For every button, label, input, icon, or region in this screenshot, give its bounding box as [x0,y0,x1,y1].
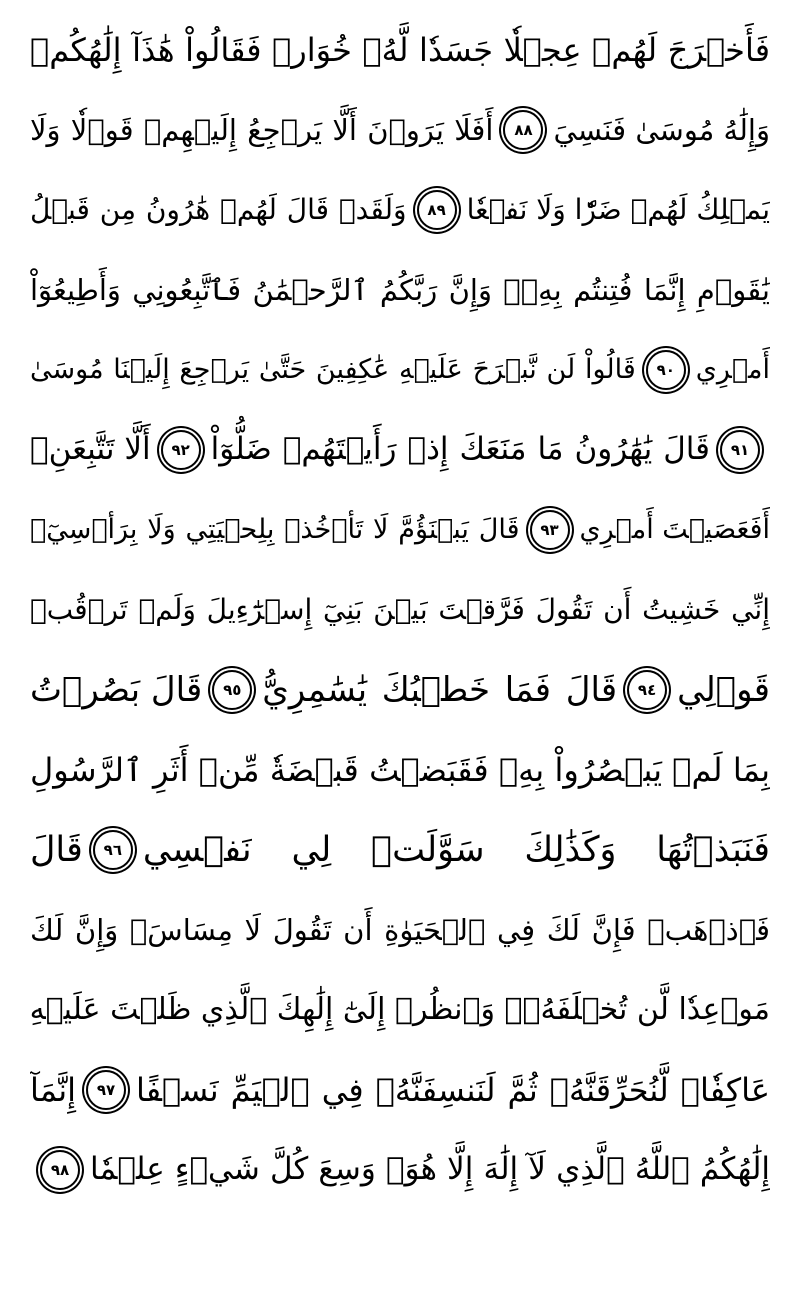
ayah-number-marker: ٨٨ [503,110,543,150]
verse-text: إِنَّمَآ [30,1070,77,1109]
ayah-number-marker: ٩١ [720,430,760,470]
ayah-number-marker: ٩٣ [530,510,570,550]
text-line-12 [30,890,770,970]
verse-text: أَفَلَا يَرَوۡنَ أَلَّا يَرۡجِعُ إِلَيۡهِمۡ قَوۡلٗا وَلَا [30,112,494,147]
ayah-number-marker: ٩٥ [212,670,252,710]
verse-text: أَفَعَصَيۡتَ أَمۡرِي [579,513,770,545]
text-line-14 [30,1050,770,1130]
ayah-number-marker: ٩٠ [646,350,686,390]
text-line-5 [30,330,770,410]
verse-text: يَٰقَوۡمِ إِنَّمَا فُتِنتُم بِهِۦۖ وَإِنَّ رَبَّكُمُ ٱلرَّحۡمَٰنُ فَٱتَّبِعُونِي وَأَطِيعُوٓاْ [30,272,770,307]
verse-text: قَالَ بَصُرۡتُ [30,669,203,710]
text-line-4 [30,250,770,330]
ayah-number-marker: ٩٤ [627,670,667,710]
verse-text: وَإِلَٰهُ مُوسَىٰ فَنَسِيَ [553,112,770,147]
text-line-6 [30,410,770,490]
verse-text: أَلَّا تَتَّبِعَنِۖ [30,431,151,468]
verse-text: قَالَ [30,830,83,870]
verse-text: فَنَبَذۡتُهَا وَكَذَٰلِكَ سَوَّلَتۡ لِي نَفۡسِي [142,830,770,870]
verse-text: إِنِّي خَشِيتُ أَن تَقُولَ فَرَّقۡتَ بَيۡنَ بَنِيٓ إِسۡرَٰٓءِيلَ وَلَمۡ تَرۡقُبۡ [30,593,770,627]
quran-text-block [30,10,770,1210]
verse-text: قَالَ يَبۡنَؤُمَّ لَا تَأۡخُذۡ بِلِحۡيَتِي وَلَا بِرَأۡسِيٓۖ [30,513,520,545]
text-line-15 [30,1130,770,1210]
verse-text: فَٱذۡهَبۡ فَإِنَّ لَكَ فِي ٱلۡحَيَوٰةِ أَن تَقُولَ لَا مِسَاسَۖ وَإِنَّ لَكَ [30,912,770,947]
text-line-10 [30,730,770,810]
verse-text: وَلَقَدۡ قَالَ لَهُمۡ هَٰرُونُ مِن قَبۡلُ [30,193,407,227]
verse-text: بِمَا لَمۡ يَبۡصُرُواْ بِهِۦ فَقَبَضۡتُ قَبۡضَةٗ مِّنۡ أَثَرِ ٱلرَّسُولِ [30,750,770,789]
verse-text: أَمۡرِي [695,353,770,385]
text-line-11 [30,810,770,890]
text-line-1 [30,10,770,90]
ayah-number-marker: ٩٨ [40,1150,80,1190]
verse-text: عَاكِفٗاۖ لَّنُحَرِّقَنَّهُۥ ثُمَّ لَنَنسِفَنَّهُۥ فِي ٱلۡيَمِّ نَسۡفًا [136,1070,770,1109]
verse-text: قَالَ فَمَا خَطۡبُكَ يَٰسَٰمِرِيُّ [262,669,618,710]
text-line-8 [30,570,770,650]
text-line-9 [30,650,770,730]
ayah-number-marker: ٩٢ [161,430,201,470]
ayah-number-marker: ٩٧ [86,1070,126,1110]
verse-text: فَأَخۡرَجَ لَهُمۡ عِجۡلٗا جَسَدٗا لَّهُۥ خُوَارٞ فَقَالُواْ هَٰذَآ إِلَٰهُكُمۡ [30,30,770,69]
verse-text: إِلَٰهُكُمُ ٱللَّهُ ٱلَّذِي لَآ إِلَٰهَ إِلَّا هُوَۚ وَسِعَ كُلَّ شَيۡءٍ عِلۡمٗا [90,1151,770,1188]
text-line-2 [30,90,770,170]
verse-text: قَالُواْ لَن نَّبۡرَحَ عَلَيۡهِ عَٰكِفِينَ حَتَّىٰ يَرۡجِعَ إِلَيۡنَا مُوسَىٰ [30,353,636,385]
verse-text: قَوۡلِي [677,669,770,710]
text-line-3 [30,170,770,250]
text-line-7 [30,490,770,570]
text-line-13 [30,970,770,1050]
ayah-number-marker: ٨٩ [417,190,457,230]
verse-text: مَوۡعِدٗا لَّن تُخۡلَفَهُۥۖ وَٱنظُرۡ إِلَىٰٓ إِلَٰهِكَ ٱلَّذِي ظَلۡتَ عَلَيۡهِ [30,992,770,1027]
verse-text: يَمۡلِكُ لَهُمۡ ضَرّٗا وَلَا نَفۡعٗا [466,193,770,227]
ayah-number-marker: ٩٦ [93,830,133,870]
verse-text: قَالَ يَٰهَٰرُونُ مَا مَنَعَكَ إِذۡ رَأَيۡتَهُمۡ ضَلُّوٓاْ [210,431,710,468]
